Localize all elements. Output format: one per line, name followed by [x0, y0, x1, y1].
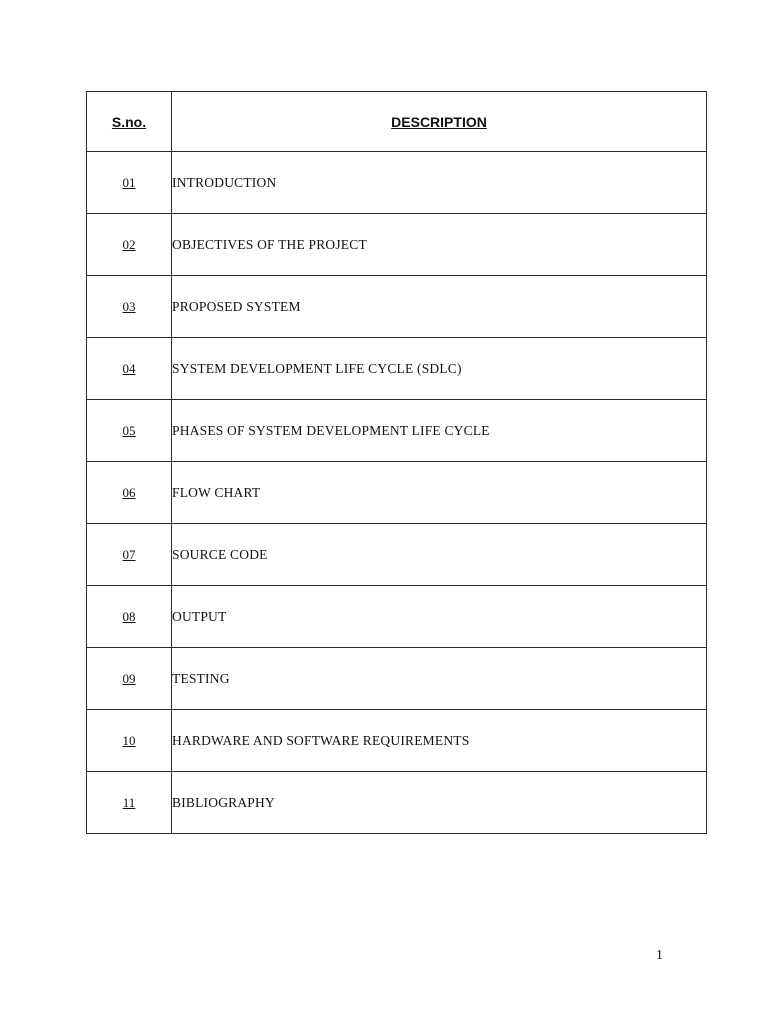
row-description: FLOW CHART: [172, 462, 707, 524]
row-number: 03: [87, 276, 172, 338]
table-row: [87, 710, 707, 772]
table-row: [87, 648, 707, 710]
table-row: [87, 214, 707, 276]
table-row: [87, 338, 707, 400]
row-description: TESTING: [172, 648, 707, 710]
table-row: [87, 586, 707, 648]
row-description: PROPOSED SYSTEM: [172, 276, 707, 338]
row-description: PHASES OF SYSTEM DEVELOPMENT LIFE CYCLE: [172, 400, 707, 462]
row-description: SOURCE CODE: [172, 524, 707, 586]
row-number: 02: [87, 214, 172, 276]
row-description: INTRODUCTION: [172, 152, 707, 214]
row-description: SYSTEM DEVELOPMENT LIFE CYCLE (SDLC): [172, 338, 707, 400]
row-description: OUTPUT: [172, 586, 707, 648]
table-row: [87, 400, 707, 462]
table-of-contents: [86, 91, 707, 834]
row-number: 11: [87, 772, 172, 834]
row-number: 01: [87, 152, 172, 214]
table-header-row: [87, 92, 707, 152]
table-row: [87, 772, 707, 834]
sno-header: S.no.: [87, 92, 172, 152]
row-number: 05: [87, 400, 172, 462]
table-row: [87, 276, 707, 338]
row-description: BIBLIOGRAPHY: [172, 772, 707, 834]
table-row: [87, 524, 707, 586]
row-number: 09: [87, 648, 172, 710]
row-number: 06: [87, 462, 172, 524]
row-number: 07: [87, 524, 172, 586]
description-header: DESCRIPTION: [172, 92, 707, 152]
row-number: 10: [87, 710, 172, 772]
page-number: 1: [656, 948, 663, 963]
row-description: HARDWARE AND SOFTWARE REQUIREMENTS: [172, 710, 707, 772]
row-number: 04: [87, 338, 172, 400]
row-description: OBJECTIVES OF THE PROJECT: [172, 214, 707, 276]
row-number: 08: [87, 586, 172, 648]
table-row: [87, 152, 707, 214]
table-row: [87, 462, 707, 524]
